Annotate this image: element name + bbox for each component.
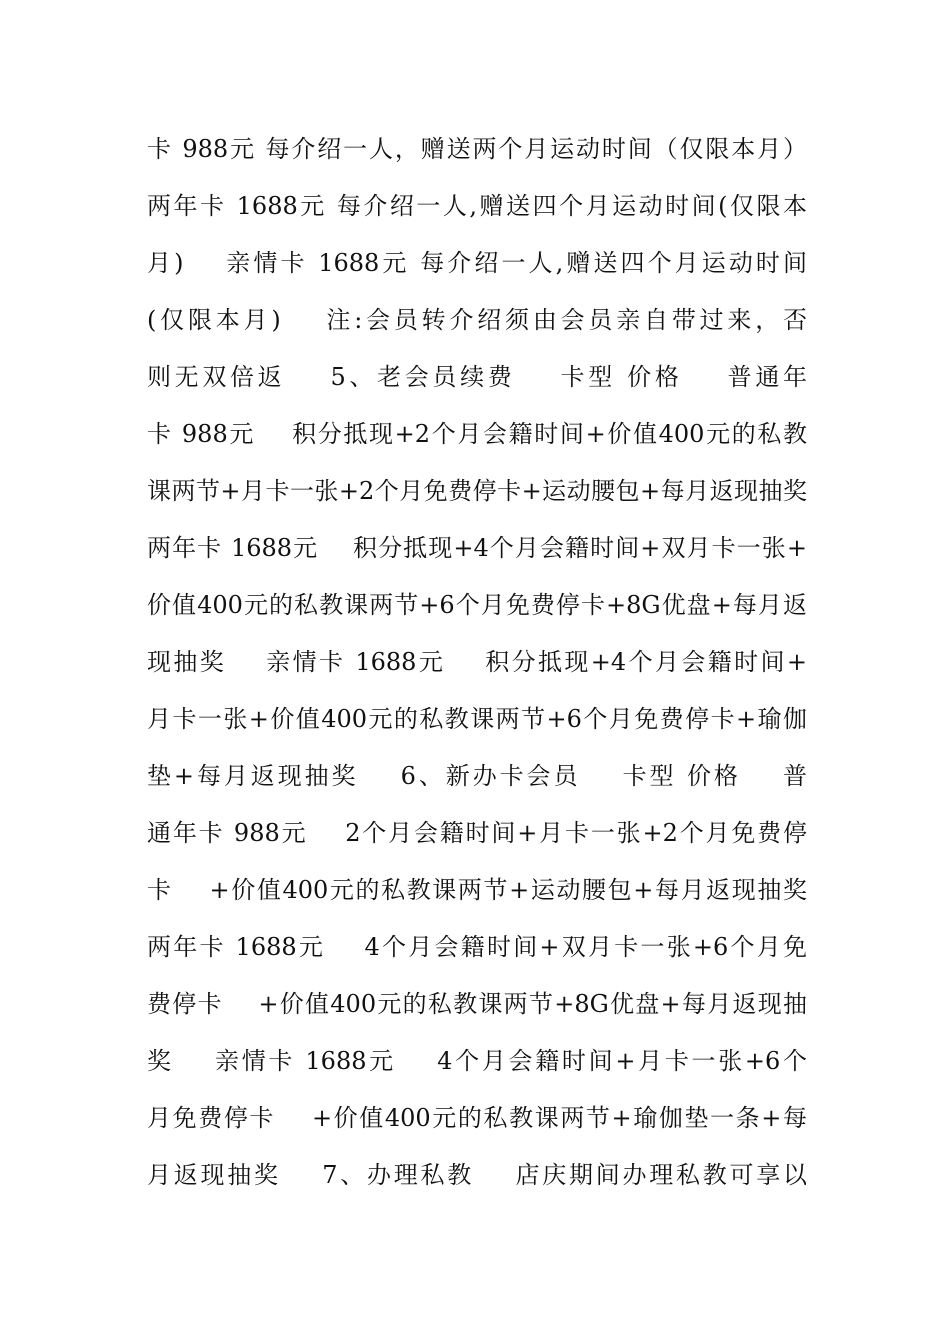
text-line: 卡 988元 每介绍一人，赠送两个月运动时间（仅限本月） (147, 135, 807, 163)
text-line: 现抽奖 亲情卡 1688元 积分抵现+4个月会籍时间+ (147, 648, 807, 676)
text-line: 费停卡 +价值400元的私教课两节+8G优盘+每月返现抽 (147, 990, 807, 1018)
text-line: 月返现抽奖 7、办理私教 店庆期间办理私教可享以 (147, 1161, 807, 1189)
text-line: 卡 988元 积分抵现+2个月会籍时间+价值400元的私教 (147, 420, 807, 448)
text-line: 价值400元的私教课两节+6个月免费停卡+8G优盘+每月返 (147, 591, 807, 619)
body-text (147, 121, 807, 1204)
text-line: 奖 亲情卡 1688元 4个月会籍时间+月卡一张+6个 (147, 1047, 807, 1075)
text-line: 月卡一张+价值400元的私教课两节+6个月免费停卡+瑜伽 (147, 705, 807, 733)
text-line: 通年卡 988元 2个月会籍时间+月卡一张+2个月免费停 (147, 819, 807, 847)
text-line: 则无双倍返 5、老会员续费 卡型 价格 普通年 (147, 363, 807, 391)
text-line: 课两节+月卡一张+2个月免费停卡+运动腰包+每月返现抽奖 (147, 477, 807, 505)
text-line: 两年卡 1688元 每介绍一人,赠送四个月运动时间(仅限本 (147, 192, 807, 220)
text-line: 两年卡 1688元 积分抵现+4个月会籍时间+双月卡一张+ (147, 534, 807, 562)
text-line: 月免费停卡 +价值400元的私教课两节+瑜伽垫一条+每 (147, 1104, 807, 1132)
text-line: 月) 亲情卡 1688元 每介绍一人,赠送四个月运动时间 (147, 249, 807, 277)
text-line: 卡 +价值400元的私教课两节+运动腰包+每月返现抽奖 (147, 876, 807, 904)
text-line: (仅限本月) 注:会员转介绍须由会员亲自带过来，否 (147, 306, 807, 334)
text-line: 垫+每月返现抽奖 6、新办卡会员 卡型 价格 普 (147, 762, 807, 790)
text-line: 两年卡 1688元 4个月会籍时间+双月卡一张+6个月免 (147, 933, 807, 961)
